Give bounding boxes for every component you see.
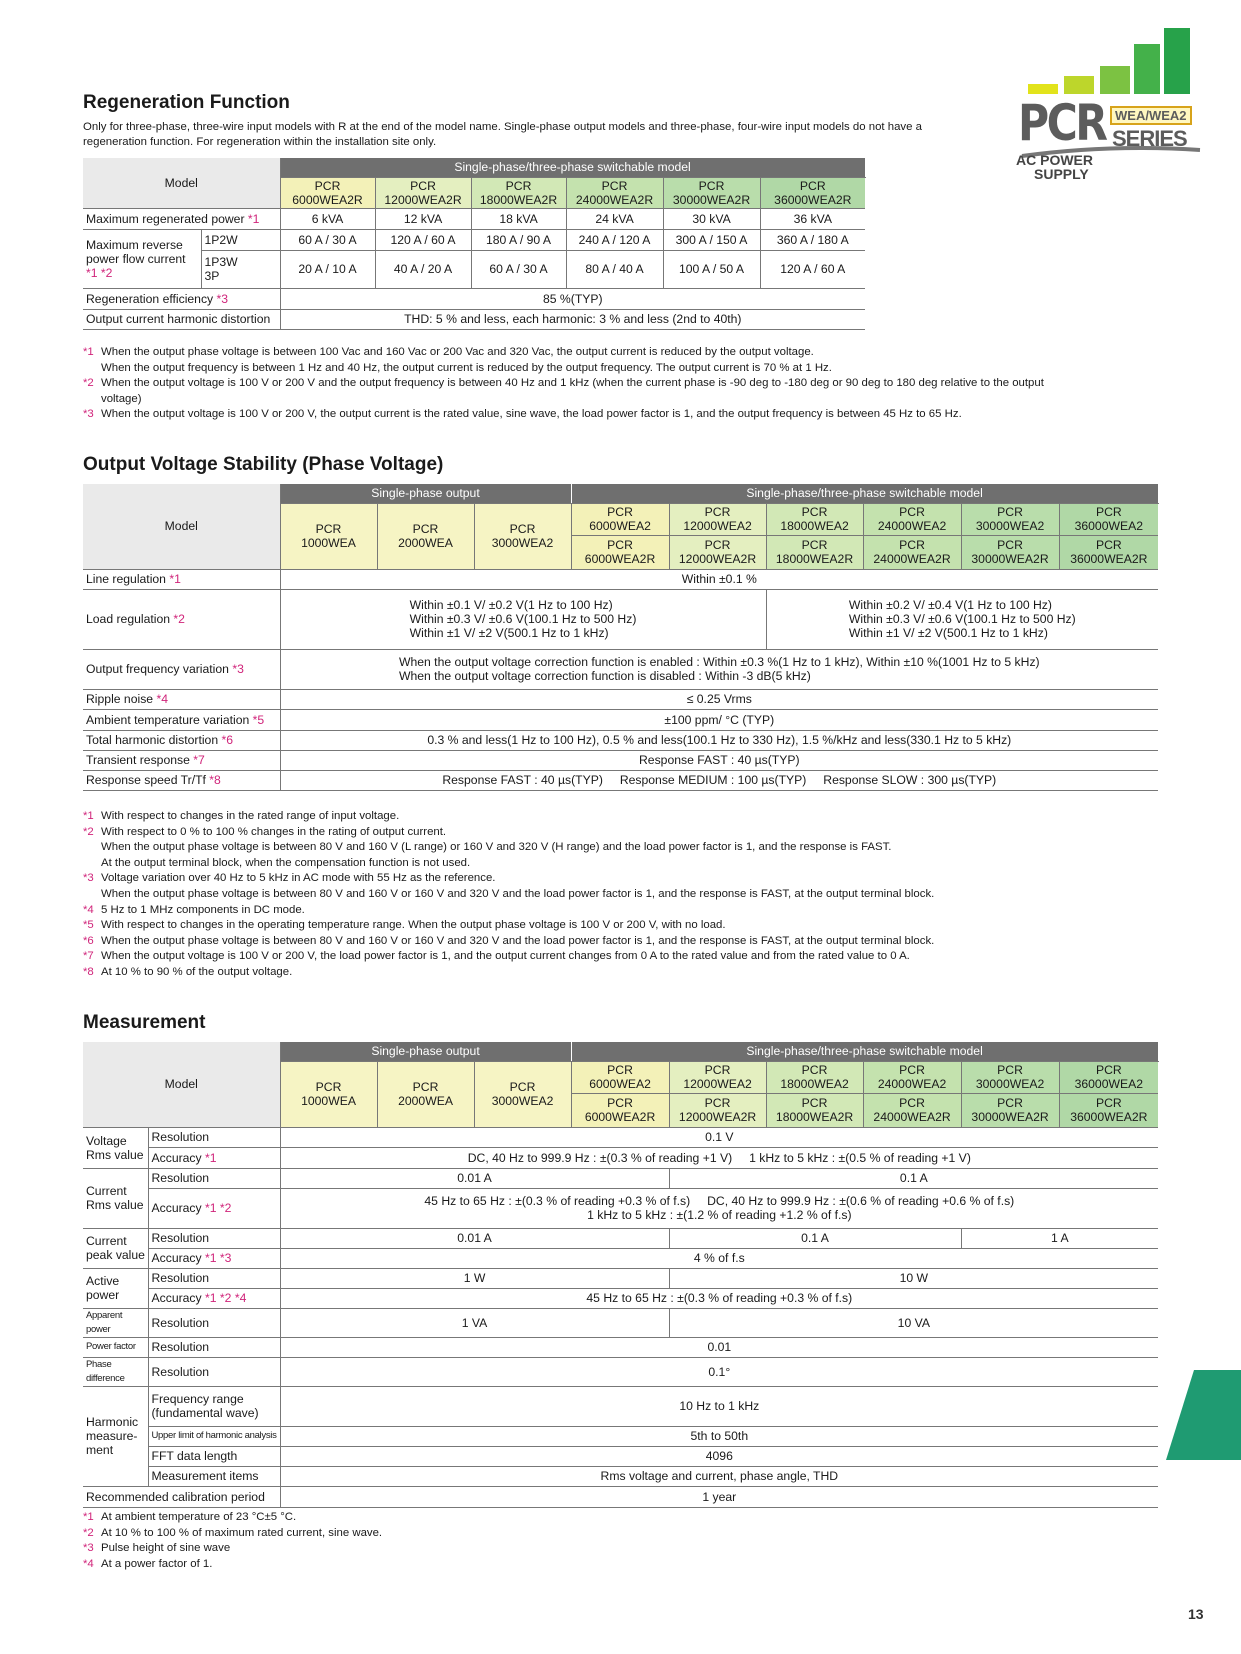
label: Resolution [148, 1127, 280, 1147]
meas-model: PCR 30000WEA2 [961, 1061, 1059, 1093]
label: Accuracy [151, 1251, 202, 1265]
stab-model: PCR 2000WEA [377, 503, 474, 569]
meas-notes [83, 1510, 883, 1572]
meas-model: PCR 36000WEA2R [1059, 1093, 1158, 1127]
note-ref: *1 *3 [205, 1251, 232, 1265]
note-mark: *8 [83, 965, 94, 978]
note-mark: *4 [83, 1557, 94, 1570]
note-ref: *7 [193, 753, 205, 767]
stab-model: PCR 12000WEA2R [669, 535, 766, 569]
cell: ±100 ppm/ °C (TYP) [280, 709, 1158, 730]
note-mark: *1 [83, 1511, 94, 1523]
meas-vrms-res-row [83, 1127, 1158, 1147]
stab-model: PCR 30000WEA2 [961, 503, 1059, 535]
note-ref: *3 [232, 662, 244, 676]
cell: 18 kVA [471, 208, 566, 229]
regen-notes [83, 345, 1083, 423]
freq-text: When the output voltage correction function is enabled : Within ±0.3 %(1 Hz to 1 kHz), Within ±10 %(1001 Hz to 5 kHz) When the output voltage correction function is disabled : Within -3 dB(5 kHz) [398, 655, 1040, 683]
cell: ≤ 0.25 Vrms [280, 689, 1158, 709]
stab-title: Output Voltage Stability (Phase Voltage) [83, 454, 444, 475]
cell: 12 kVA [375, 208, 471, 229]
cell: 180 A / 90 A [471, 229, 566, 250]
note-ref: *1 [247, 211, 260, 226]
regen-intro: Only for three-phase, three-wire input models with R at the end of the model name. Single-phase output models and three-phase, four-wire input models do not have a regeneration function. For regeneration within the installation site only. [83, 121, 922, 148]
stab-thd-row [83, 730, 1158, 750]
group-label: Voltage Rms value [83, 1127, 148, 1168]
cell: 5th to 50th [280, 1426, 1158, 1446]
label: Resolution [148, 1228, 280, 1248]
cell: Response FAST : 40 µs(TYP) Response MEDIUM : 100 µs(TYP) Response SLOW : 300 µs(TYP) [280, 770, 1158, 790]
label: Line regulation [86, 572, 166, 586]
meas-model: PCR 30000WEA2R [961, 1093, 1059, 1127]
note-mark: *4 [83, 903, 94, 916]
group-label: Active power [83, 1268, 148, 1308]
stab-model: PCR 12000WEA2 [669, 503, 766, 535]
meas-pf-row [83, 1337, 1158, 1357]
meas-fft-row [83, 1446, 1158, 1466]
meas-model: PCR 6000WEA2R [571, 1093, 669, 1127]
cell: 1 year [280, 1486, 1158, 1507]
note-text: At ambient temperature of 23 °C±5 °C. [101, 1511, 297, 1523]
meas-irms-acc-row [83, 1188, 1158, 1228]
meas-app-row [83, 1308, 1158, 1337]
regen-model: PCR 24000WEA2R [566, 177, 663, 208]
cell: 45 Hz to 65 Hz : ±(0.3 % of reading +0.3 % of f.s) [280, 1288, 1158, 1308]
regen-table [83, 158, 866, 330]
regen-max-power-row [83, 208, 865, 229]
meas-irms-res-row [83, 1168, 1158, 1188]
note-mark: *3 [83, 408, 94, 421]
stab-model-label: Model [83, 484, 280, 569]
meas-ap-res-row [83, 1268, 1158, 1288]
cell: 40 A / 20 A [375, 250, 471, 288]
stab-table [83, 484, 1159, 791]
label: Accuracy [151, 1291, 202, 1305]
logo-variant: WEA/WEA2 [1110, 106, 1192, 125]
cell: 0.1° [280, 1357, 1158, 1386]
cell: 0.3 % and less(1 Hz to 100 Hz), 0.5 % and less(100.1 Hz to 330 Hz), 1.5 %/kHz and less(330.1 Hz to 5 kHz) [280, 730, 1158, 750]
cell: 0.01 A [280, 1168, 669, 1188]
regen-model-label: Model [83, 158, 280, 208]
cell: 0.1 A [669, 1168, 1158, 1188]
group-label: Harmonic measure- ment [83, 1386, 148, 1486]
cell: 0.01 [280, 1337, 1158, 1357]
meas-ipk-acc-row [83, 1248, 1158, 1268]
cell: 0.1 V [280, 1127, 1158, 1147]
regen-model: PCR 36000WEA2R [760, 177, 865, 208]
label: Upper limit of harmonic analysis [148, 1426, 280, 1446]
stab-line-row [83, 569, 1158, 589]
meas-model: PCR 2000WEA [377, 1061, 474, 1127]
stab-amb-row [83, 709, 1158, 730]
note-ref: *1 [205, 1150, 217, 1165]
note-mark: *3 [83, 1542, 94, 1555]
note-mark: *2 [83, 377, 94, 390]
meas-mi-row [83, 1466, 1158, 1486]
stab-ripple-row [83, 689, 1158, 709]
cell: 85 %(TYP) [280, 288, 865, 309]
meas-ipk-res-row [83, 1228, 1158, 1248]
cell: 60 A / 30 A [280, 229, 375, 250]
meas-model: PCR 12000WEA2 [669, 1061, 766, 1093]
regen-model: PCR 30000WEA2R [663, 177, 760, 208]
label: Load regulation [86, 612, 171, 626]
label: Resolution [148, 1268, 280, 1288]
meas-vrms-acc-row [83, 1147, 1158, 1168]
logo-line1: AC POWER [1016, 152, 1093, 168]
note-text: With respect to changes in the operating temperature range. When the output phase voltage is 100 V or 200 V, with no load. [101, 919, 726, 932]
regen-rev-3p-row [83, 250, 865, 288]
cell: 1 A [961, 1228, 1158, 1248]
regen-model: PCR 6000WEA2R [280, 177, 375, 208]
stab-model: PCR 18000WEA2R [766, 535, 863, 569]
cell: 300 A / 150 A [663, 229, 760, 250]
cell: 240 A / 120 A [566, 229, 663, 250]
label: Ambient temperature variation [86, 712, 250, 727]
cell: 360 A / 180 A [760, 229, 865, 250]
note-ref: *1 *2 [205, 1201, 232, 1215]
cell: 20 A / 10 A [280, 250, 375, 288]
stab-model: PCR 3000WEA2 [474, 503, 571, 569]
label: Resolution [148, 1337, 280, 1357]
page-number: 13 [1188, 1606, 1204, 1622]
stab-freq-row [83, 649, 1158, 689]
stab-group2: Single-phase/three-phase switchable model [571, 484, 1158, 503]
cell: 10 W [669, 1268, 1158, 1288]
note-ref: *1 *2 *4 [205, 1291, 247, 1305]
note-mark: *3 [83, 872, 94, 885]
cell [280, 649, 1158, 689]
group-label: Power factor [83, 1337, 148, 1357]
cell: 120 A / 60 A [375, 229, 471, 250]
meas-model: PCR 18000WEA2 [766, 1061, 863, 1093]
stab-model: PCR 1000WEA [280, 503, 377, 569]
note-mark: *2 [83, 1526, 94, 1539]
cell: 10 VA [669, 1308, 1158, 1337]
meas-ap-acc-row [83, 1288, 1158, 1308]
pcr-logo [1010, 26, 1210, 186]
note-ref: *3 [216, 291, 229, 306]
cell: 0.1 A [669, 1228, 961, 1248]
meas-cal-row [83, 1486, 1158, 1507]
note-mark: *5 [83, 919, 94, 932]
stab-model: PCR 36000WEA2R [1059, 535, 1158, 569]
label: Ripple noise [86, 692, 154, 706]
load-b: Within ±0.2 V/ ±0.4 V(1 Hz to 100 Hz) Within ±0.3 V/ ±0.6 V(100.1 Hz to 500 Hz) Within ±1 V/ ±2 V(500.1 Hz to 1 kHz) [848, 598, 1076, 640]
label: Measurement items [148, 1466, 280, 1486]
stab-model: PCR 30000WEA2R [961, 535, 1059, 569]
cell: THD: 5 % and less, each harmonic: 3 % and less (2nd to 40th) [280, 309, 865, 329]
cell: 80 A / 40 A [566, 250, 663, 288]
stab-model: PCR 24000WEA2R [863, 535, 961, 569]
meas-model: PCR 18000WEA2R [766, 1093, 863, 1127]
cell: 30 kVA [663, 208, 760, 229]
cell: 1 W [280, 1268, 669, 1288]
note-mark: *7 [83, 950, 94, 963]
stab-model: PCR 18000WEA2 [766, 503, 863, 535]
note-ref: *1 *2 [86, 265, 113, 280]
stab-load-row [83, 589, 1158, 649]
note-text: With respect to changes in the rated range of input voltage. [101, 810, 400, 822]
regen-eff-row [83, 288, 865, 309]
label: Recommended calibration period [83, 1486, 280, 1507]
note-ref: *5 [252, 712, 265, 727]
meas-pd-row [83, 1357, 1158, 1386]
meas-model: PCR 12000WEA2R [669, 1093, 766, 1127]
cell: Rms voltage and current, phase angle, THD [280, 1466, 1158, 1486]
note-ref: *2 [173, 612, 185, 626]
label: Response speed Tr/Tf [86, 773, 206, 787]
group-label: Current peak value [83, 1228, 148, 1268]
regen-thd-row [83, 309, 865, 329]
meas-group1: Single-phase output [280, 1042, 571, 1061]
meas-model: PCR 36000WEA2 [1059, 1061, 1158, 1093]
meas-table [83, 1042, 1159, 1508]
cell [766, 589, 1158, 649]
stab-model: PCR 6000WEA2 [571, 503, 669, 535]
group-label: Apparent power [83, 1308, 148, 1337]
meas-model-label: Model [83, 1042, 280, 1127]
stab-model: PCR 6000WEA2R [571, 535, 669, 569]
cell: DC, 40 Hz to 999.9 Hz : ±(0.3 % of reading +1 V) 1 kHz to 5 kHz : ±(0.5 % of reading +1 V) [280, 1147, 1158, 1168]
label: Resolution [148, 1357, 280, 1386]
note-text: At 10 % to 90 % of the output voltage. [101, 965, 293, 978]
label: Resolution [148, 1168, 280, 1188]
note-text: When the output voltage is 100 V or 200 V, the load power factor is 1, and the output current changes from 0 A to the rated value and from the rated value to 0 A. [101, 950, 910, 963]
note-text: 5 Hz to 1 MHz components in DC mode. [101, 903, 305, 916]
label: Accuracy [151, 1150, 202, 1165]
cell: 0.01 A [280, 1228, 669, 1248]
label: Frequency range (fundamental wave) [148, 1386, 280, 1426]
label: Accuracy [151, 1201, 202, 1215]
cell: 120 A / 60 A [760, 250, 865, 288]
meas-model: PCR 6000WEA2 [571, 1061, 669, 1093]
note-mark: *2 [83, 825, 94, 838]
regen-model: PCR 12000WEA2R [375, 177, 471, 208]
note-ref: *4 [156, 692, 168, 706]
meas-model: PCR 24000WEA2 [863, 1061, 961, 1093]
note-text: Voltage variation over 40 Hz to 5 kHz in AC mode with 55 Hz as the reference. When the output phase voltage is between 80 V and 160 V or 160 V and 320 V and the load power factor is 1, and the response is FAST, at the output terminal block. [101, 872, 935, 900]
note-text: At 10 % to 100 % of maximum rated current, sine wave. [101, 1526, 383, 1539]
note-mark: *1 [83, 810, 94, 822]
note-text: When the output voltage is 100 V or 200 V, the output current is the rated value, sine wave, the load power factor is 1, and the output frequency is between 45 Hz to 65 Hz. [101, 408, 962, 421]
label: Output frequency variation [86, 662, 229, 676]
cell: 60 A / 30 A [471, 250, 566, 288]
cell: 4 % of f.s [280, 1248, 1158, 1268]
cell: 24 kVA [566, 208, 663, 229]
cell: 100 A / 50 A [663, 250, 760, 288]
note-text: When the output phase voltage is between 100 Vac and 160 Vac or 200 Vac and 320 Vac, the output current is reduced by the output voltage. When the output frequency is between 1 Hz and 40 Hz, the output current is reduced by the output frequency. The output current is 70 % at 1 Hz. [101, 346, 832, 374]
sub-label: 1P3W 3P [201, 250, 280, 288]
regen-title: Regeneration Function [83, 92, 290, 113]
label: Maximum regenerated power [86, 211, 245, 226]
stab-model: PCR 36000WEA2 [1059, 503, 1158, 535]
cell: 10 Hz to 1 kHz [280, 1386, 1158, 1426]
meas-ul-row [83, 1426, 1158, 1446]
note-text: When the output voltage is 100 V or 200 V and the output frequency is between 40 Hz and 1 kHz (when the current phase is -90 deg to -180 deg or 90 deg to 180 deg relative to the output voltage) [101, 377, 1044, 405]
stab-model: PCR 24000WEA2 [863, 503, 961, 535]
note-mark: *6 [83, 934, 94, 947]
label: Resolution [148, 1308, 280, 1337]
note-ref: *6 [221, 733, 234, 747]
corner-tab-shape [1166, 1370, 1241, 1460]
cell: 45 Hz to 65 Hz : ±(0.3 % of reading +0.3 % of f.s) DC, 40 Hz to 999.9 Hz : ±(0.6 % of reading +0.6 % of f.s) 1 kHz to 5 kHz : ±(1.2 % of reading +1.2 % of f.s) [280, 1188, 1158, 1228]
cell: Within ±0.1 % [280, 569, 1158, 589]
stab-group1: Single-phase output [280, 484, 571, 503]
cell: 36 kVA [760, 208, 865, 229]
cell [280, 589, 766, 649]
label: Total harmonic distortion [86, 733, 219, 747]
cell: 6 kVA [280, 208, 375, 229]
note-text: Pulse height of sine wave [101, 1542, 231, 1555]
label: FFT data length [148, 1446, 280, 1466]
load-a: Within ±0.1 V/ ±0.2 V(1 Hz to 100 Hz) Within ±0.3 V/ ±0.6 V(100.1 Hz to 500 Hz) Within ±1 V/ ±2 V(500.1 Hz to 1 kHz) [409, 598, 637, 640]
note-ref: *1 [169, 572, 181, 586]
meas-fr-row [83, 1386, 1158, 1426]
meas-title: Measurement [83, 1012, 206, 1033]
meas-group2: Single-phase/three-phase switchable model [571, 1042, 1158, 1061]
group-label: Phase difference [83, 1357, 148, 1386]
label: Output current harmonic distortion [83, 309, 280, 329]
stab-rs-row [83, 770, 1158, 790]
logo-line2: SUPPLY [1034, 166, 1089, 182]
label: Transient response [86, 753, 190, 767]
regen-model: PCR 18000WEA2R [471, 177, 566, 208]
note-mark: *1 [83, 346, 94, 358]
logo-pcr-text: PCR [1018, 94, 1106, 152]
meas-model: PCR 1000WEA [280, 1061, 377, 1127]
regen-rev-1p2w-row [83, 229, 865, 250]
meas-model: PCR 24000WEA2R [863, 1093, 961, 1127]
group-label: Current Rms value [83, 1168, 148, 1228]
meas-model: PCR 3000WEA2 [474, 1061, 571, 1127]
logo-series: SERIES [1112, 126, 1187, 151]
stab-notes [83, 809, 1143, 981]
cell: 1 VA [280, 1308, 669, 1337]
note-text: At a power factor of 1. [101, 1557, 213, 1570]
regen-group-header: Single-phase/three-phase switchable model [280, 158, 865, 177]
label: Maximum reverse power flow current [86, 237, 186, 266]
note-ref: *8 [209, 773, 221, 787]
sub-label: 1P2W [201, 229, 280, 250]
note-text: When the output phase voltage is between 80 V and 160 V or 160 V and 320 V and the load power factor is 1, and the response is FAST, at the output terminal block. [101, 934, 935, 947]
cell: 4096 [280, 1446, 1158, 1466]
stab-tr-row [83, 750, 1158, 770]
cell: Response FAST : 40 µs(TYP) [280, 750, 1158, 770]
note-text: With respect to 0 % to 100 % changes in the rating of output current. When the output phase voltage is between 80 V and 160 V (L range) or 160 V and 320 V (H range) and the load power factor is 1, and the response is FAST. At the output terminal block, when the compensation function is not used. [101, 825, 892, 869]
label: Regeneration efficiency [86, 291, 214, 306]
